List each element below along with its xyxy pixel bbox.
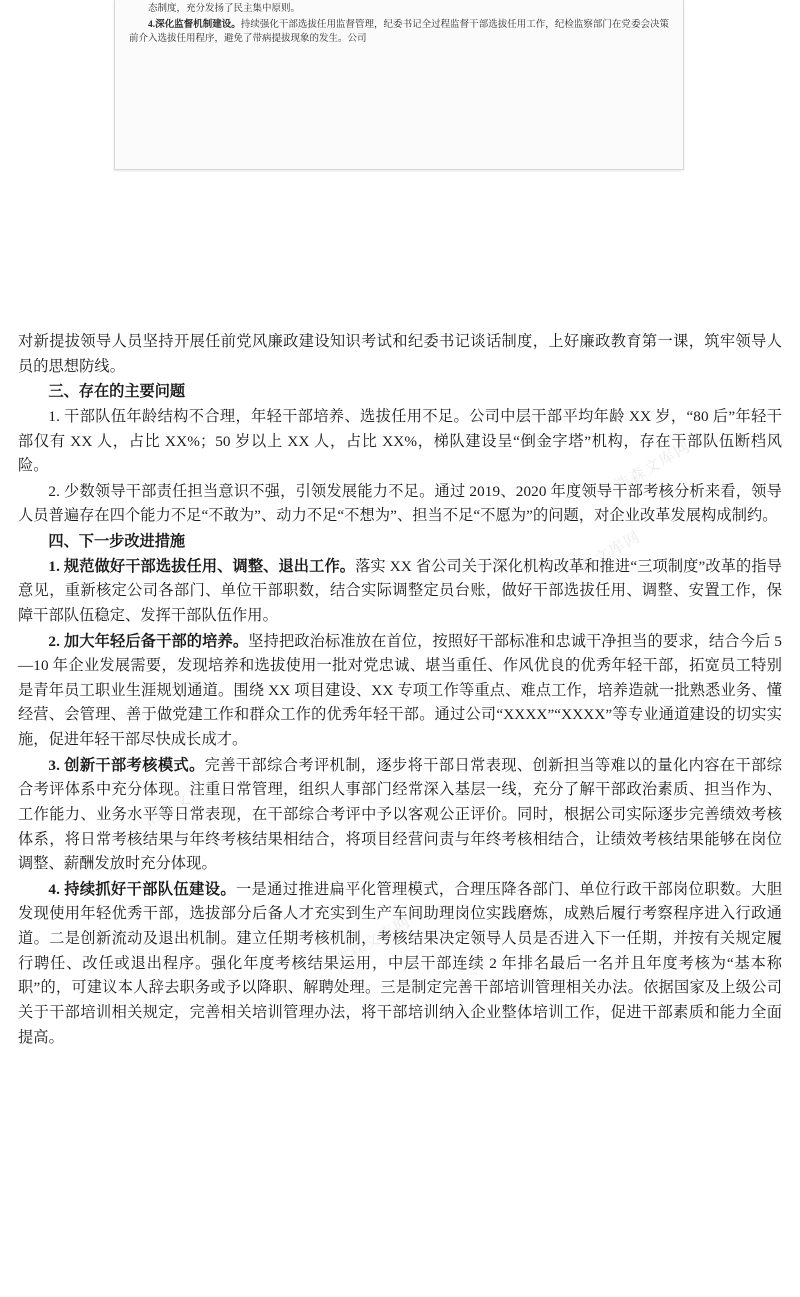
- watermark-3: 浩森文库网: [141, 772, 225, 830]
- fragment-line-2-lead: 4.深化监督机制建设。: [148, 19, 241, 30]
- para-measure-1-body: 落实 XX 省公司关于深化机构改革和推进“三项制度”改革的指导意见，重新核定公司各部门、单位干部职数，结合实际调整定员台账，做好干部选拔任用、调整、安置工作，保障干部队伍稳定、发挥干部队伍作用。: [18, 557, 782, 624]
- watermark-4: 浩森文库网: [331, 912, 415, 970]
- document-main-text: [18, 330, 782, 1051]
- para-measure-4-lead: 4. 持续抓好干部队伍建设。: [48, 880, 236, 898]
- heading-section-four: 四、下一步改进措施: [48, 533, 186, 550]
- para-problem-2: 2. 少数领导干部责任担当意识不强，引领发展能力不足。通过 2019、2020 年度领导干部考核分析来看，领导人员普遍存在四个能力不足“不敢为”、动力不足“不想为”、担当不足“不愿为”的问题，对企业改革发展构成制约。: [18, 482, 782, 525]
- para-measure-1: [18, 555, 782, 629]
- para-measure-2-lead: 2. 加大年轻后备干部的培养。: [48, 632, 249, 650]
- para-measure-4: [18, 878, 782, 1050]
- fragment-line-1: 态制度，充分发扬了民主集中原则。: [148, 4, 301, 14]
- para-opening: 对新提拔领导人员坚持开展任前党风廉政建设知识考试和纪委书记谈话制度，上好廉政教育第一课，筑牢领导人员的思想防线。: [18, 333, 782, 375]
- para-measure-1-lead: 1. 规范做好干部选拔任用、调整、退出工作。: [48, 557, 356, 575]
- fragment-line-2: [129, 18, 669, 47]
- fragment-line-2-rest: 持续强化干部选拔任用监督管理，纪委书记全过程监督干部选拔任用工作，纪检监察部门在党委会决策前介入选拔任用程序，避免了带病提拔现象的发生。公司: [129, 19, 669, 45]
- fragment-text-block: [115, 0, 683, 47]
- para-measure-3-body: 完善干部综合考评机制，逐步将干部日常表现、创新担当等难以的量化内容在干部综合考评体系中充分体现。注重日常管理，组织人事部门经常深入基层一线，充分了解干部政治素质、担当作为、工作能力、业务水平等日常表现，在干部综合考评中予以客观公正评价。同时，根据公司实际逐步完善绩效考核体系，将日常考核结果与年终考核结果相结合，将项目经营问责与年终考核相结合，让绩效考核结果能够在岗位调整、薪酬发放时充分体现。: [18, 756, 782, 873]
- watermark-2: 浩森文库网: [561, 527, 645, 585]
- para-measure-4-body: 一是通过推进扁平化管理模式，合理压降各部门、单位行政干部岗位职数。大胆发现使用年轻优秀干部，选拔部分后备人才充实到生产车间助理岗位实践磨炼，成熟后履行考察程序进入行政通道。二是创新流动及退出机制。建立任期考核机制，考核结果决定领导人员是否进入下一任期，并按有关规定履行聘任、改任或退出程序。强化年度考核结果运用，中层干部连续 2 年排名最后一名并且年度考核为“基本称职”的，可建议本人辞去职务或予以降职、解聘处理。三是制定完善干部培训管理相关办法。依据国家及上级公司关于干部培训相关规定，完善相关培训管理办法，将干部培训纳入企业整体培训工作，促进干部素质和能力全面提高。: [18, 880, 783, 1046]
- heading-section-three: 三、存在的主要问题: [48, 383, 186, 401]
- para-problem-1: 1. 干部队伍年龄结构不合理，年轻干部培养、选拔任用不足。公司中层干部平均年龄 XX 岁，“80 后”年轻干部仅有 XX 人，占比 XX%；50 岁以上 XX 人，占比 XX%，梯队建设呈“倒金字塔”机构，存在干部队伍断档风险。: [18, 407, 782, 475]
- para-measure-2: [18, 630, 782, 753]
- para-measure-2-body: 坚持把政治标准放在首位，按照好干部标准和忠诚干净担当的要求，结合今后 5—10 年企业发展需要，发现培养和选拔使用一批对党忠诚、堪当重任、作风优良的优秀年轻干部，拓宽员工特别是青年员工职业生涯规划通道。围绕 XX 项目建设、XX 专项工作等重点、难点工作，培养造就一批熟悉业务、懂经营、会管理、善于做党建工作和群众工作的优秀年轻干部。通过公司“XXXX”“XXXX”等专业通道建设的切实实施，促进年轻干部尽快成长成才。: [18, 632, 783, 748]
- para-measure-3-lead: 3. 创新干部考核模式。: [48, 756, 205, 774]
- watermark-1: 浩森文库网: [611, 437, 695, 495]
- document-page-fragment: [114, 0, 684, 170]
- para-measure-3: [18, 754, 782, 877]
